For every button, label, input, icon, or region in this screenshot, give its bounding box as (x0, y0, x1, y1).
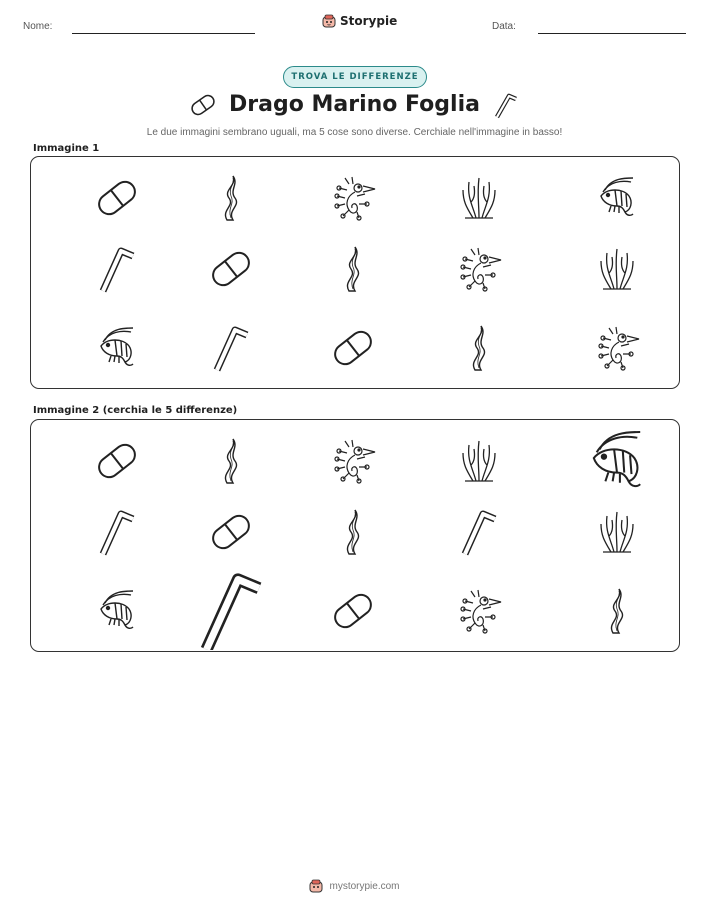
footer-url: mystorypie.com (329, 880, 400, 892)
seaweed-icon (347, 247, 358, 291)
storypie-logo-icon (322, 14, 336, 28)
straw-icon[interactable] (207, 580, 260, 650)
icon-grid (31, 420, 678, 650)
leafy-seadragon-icon (599, 327, 639, 370)
coral-icon (601, 249, 633, 289)
pill-icon[interactable] (209, 512, 253, 552)
name-line[interactable] (72, 33, 255, 34)
straw-icon (103, 251, 133, 291)
pill-icon (331, 328, 375, 368)
leafy-seadragon-icon[interactable] (335, 440, 375, 483)
image-2-panel[interactable] (30, 419, 680, 652)
straw-icon[interactable] (465, 514, 495, 554)
coral-icon[interactable] (601, 512, 633, 552)
seaweed-icon (225, 176, 236, 220)
straw-icon[interactable] (103, 514, 133, 554)
image-1-panel (30, 156, 680, 389)
pill-icon[interactable] (95, 441, 139, 481)
shrimp-icon[interactable] (101, 591, 133, 628)
brand-name: Storypie (340, 14, 398, 28)
straw-icon (217, 330, 247, 370)
storypie-logo-icon (309, 879, 323, 893)
page-title: Drago Marino Foglia (229, 92, 480, 117)
leafy-seadragon-icon (461, 248, 501, 291)
instructions: Le due immagini sembrano uguali, ma 5 cose sono diverse. Cerchiale nell'immagine in basso! (146, 127, 563, 138)
panel2-label: Immagine 2 (cerchia le 5 differenze) (33, 405, 238, 416)
spot-difference-badge: TROVA LE DIFFERENZE (283, 66, 427, 88)
panel1-label: Immagine 1 (33, 143, 100, 154)
date-label: Data: (492, 21, 516, 32)
seaweed-icon (473, 326, 484, 370)
name-label: Nome: (23, 21, 53, 32)
pill-icon (209, 249, 253, 289)
leafy-seadragon-icon[interactable] (461, 590, 501, 633)
seaweed-icon[interactable] (225, 439, 236, 483)
coral-icon (463, 178, 495, 218)
pill-icon[interactable] (331, 591, 375, 631)
shrimp-icon[interactable] (594, 432, 640, 486)
pill-icon (95, 178, 139, 218)
seaweed-icon[interactable] (611, 589, 622, 633)
icon-grid (31, 157, 678, 387)
coral-icon[interactable] (463, 441, 495, 481)
leafy-seadragon-icon (335, 177, 375, 220)
shrimp-icon (601, 178, 633, 215)
footer (0, 879, 709, 893)
brand (322, 14, 397, 28)
date-line[interactable] (538, 33, 686, 34)
seaweed-icon[interactable] (347, 510, 358, 554)
shrimp-icon (101, 328, 133, 365)
straw-icon (492, 90, 520, 120)
